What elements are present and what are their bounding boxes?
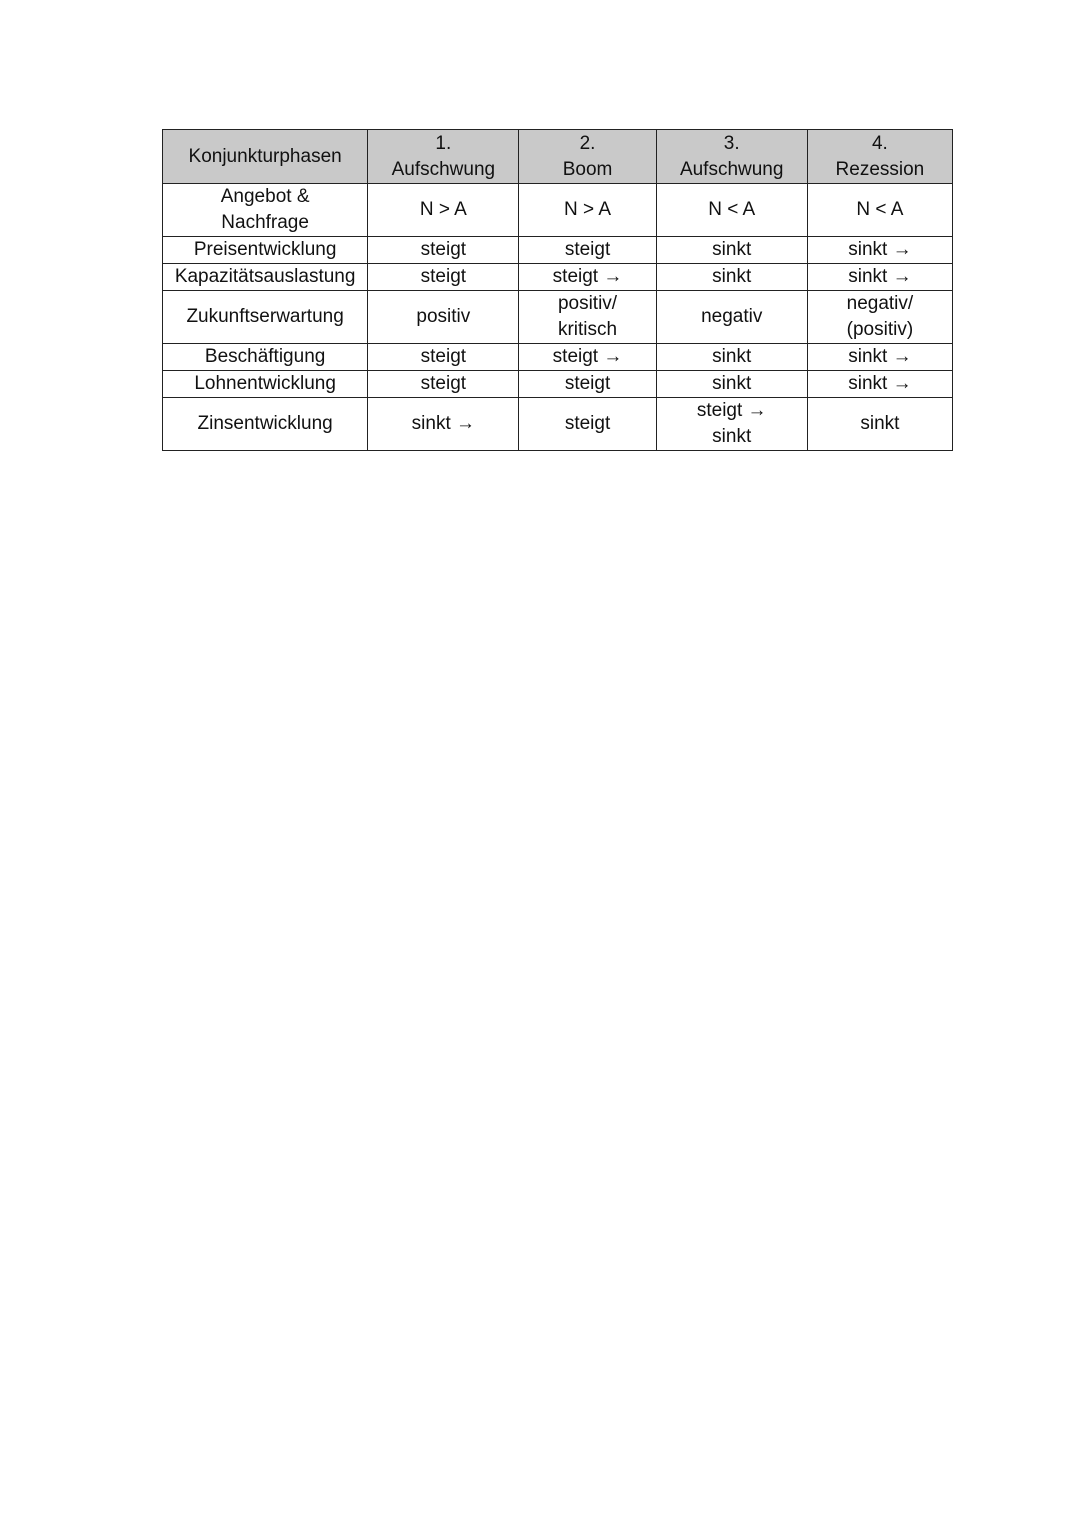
table-cell: steigt: [519, 237, 656, 264]
table-cell: sinkt →: [807, 237, 952, 264]
row-label: Lohnentwicklung: [163, 371, 368, 398]
table-cell: sinkt: [656, 237, 807, 264]
table-cell: sinkt: [656, 264, 807, 291]
table-cell: [519, 291, 656, 344]
cell-line: negativ/: [846, 293, 914, 314]
cell-line: steigt →: [696, 400, 767, 421]
table-cell: [807, 291, 952, 344]
table-cell: sinkt →: [807, 344, 952, 371]
cell-line: positiv/: [557, 293, 618, 314]
table-cell: steigt →: [519, 344, 656, 371]
phase-name: Aufschwung: [391, 158, 496, 180]
table-cell: negativ: [656, 291, 807, 344]
header-row: [163, 130, 953, 184]
row-label: Zinsentwicklung: [163, 398, 368, 451]
phase-number: 3.: [723, 132, 740, 154]
table-cell: sinkt: [656, 371, 807, 398]
row-label: Kapazitätsauslastung: [163, 264, 368, 291]
table-cell: N > A: [519, 184, 656, 237]
table-cell: steigt: [368, 344, 519, 371]
phase-number: 2.: [579, 132, 596, 154]
row-label: Preisentwicklung: [163, 237, 368, 264]
table-cell: sinkt →: [807, 371, 952, 398]
header-corner-cell: Konjunkturphasen: [163, 130, 368, 184]
table-row: [163, 344, 953, 371]
table-row: [163, 184, 953, 237]
phase-number: 4.: [871, 132, 888, 154]
row-label: Beschäftigung: [163, 344, 368, 371]
table-cell: steigt: [368, 371, 519, 398]
table-cell: N < A: [807, 184, 952, 237]
table-cell: steigt →: [519, 264, 656, 291]
header-phase-3: [656, 130, 807, 184]
table-row: [163, 264, 953, 291]
table-cell: sinkt →: [807, 264, 952, 291]
table-cell: steigt: [519, 398, 656, 451]
table-cell: steigt: [519, 371, 656, 398]
table-row: [163, 398, 953, 451]
table-cell: N > A: [368, 184, 519, 237]
table-row: [163, 291, 953, 344]
table-cell: N < A: [656, 184, 807, 237]
table-row: [163, 371, 953, 398]
phase-number: 1.: [435, 132, 452, 154]
table-row: [163, 237, 953, 264]
header-phase-1: [368, 130, 519, 184]
row-label-line: Nachfrage: [221, 212, 309, 233]
table-cell: [656, 398, 807, 451]
table-cell: sinkt: [807, 398, 952, 451]
cell-line: (positiv): [846, 319, 914, 340]
table-cell: steigt: [368, 264, 519, 291]
table-cell: sinkt →: [368, 398, 519, 451]
header-phase-4: [807, 130, 952, 184]
table-cell: sinkt: [656, 344, 807, 371]
table-cell: positiv: [368, 291, 519, 344]
header-phase-2: [519, 130, 656, 184]
cell-line: sinkt: [712, 426, 752, 447]
cell-line: kritisch: [557, 319, 618, 340]
phase-name: Aufschwung: [679, 158, 784, 180]
row-label: [163, 184, 368, 237]
phase-name: Boom: [562, 158, 613, 180]
business-cycle-table: [162, 129, 953, 451]
row-label: Zukunftserwartung: [163, 291, 368, 344]
table-cell: steigt: [368, 237, 519, 264]
phase-name: Rezession: [835, 158, 925, 180]
row-label-line: Angebot &: [220, 186, 310, 207]
